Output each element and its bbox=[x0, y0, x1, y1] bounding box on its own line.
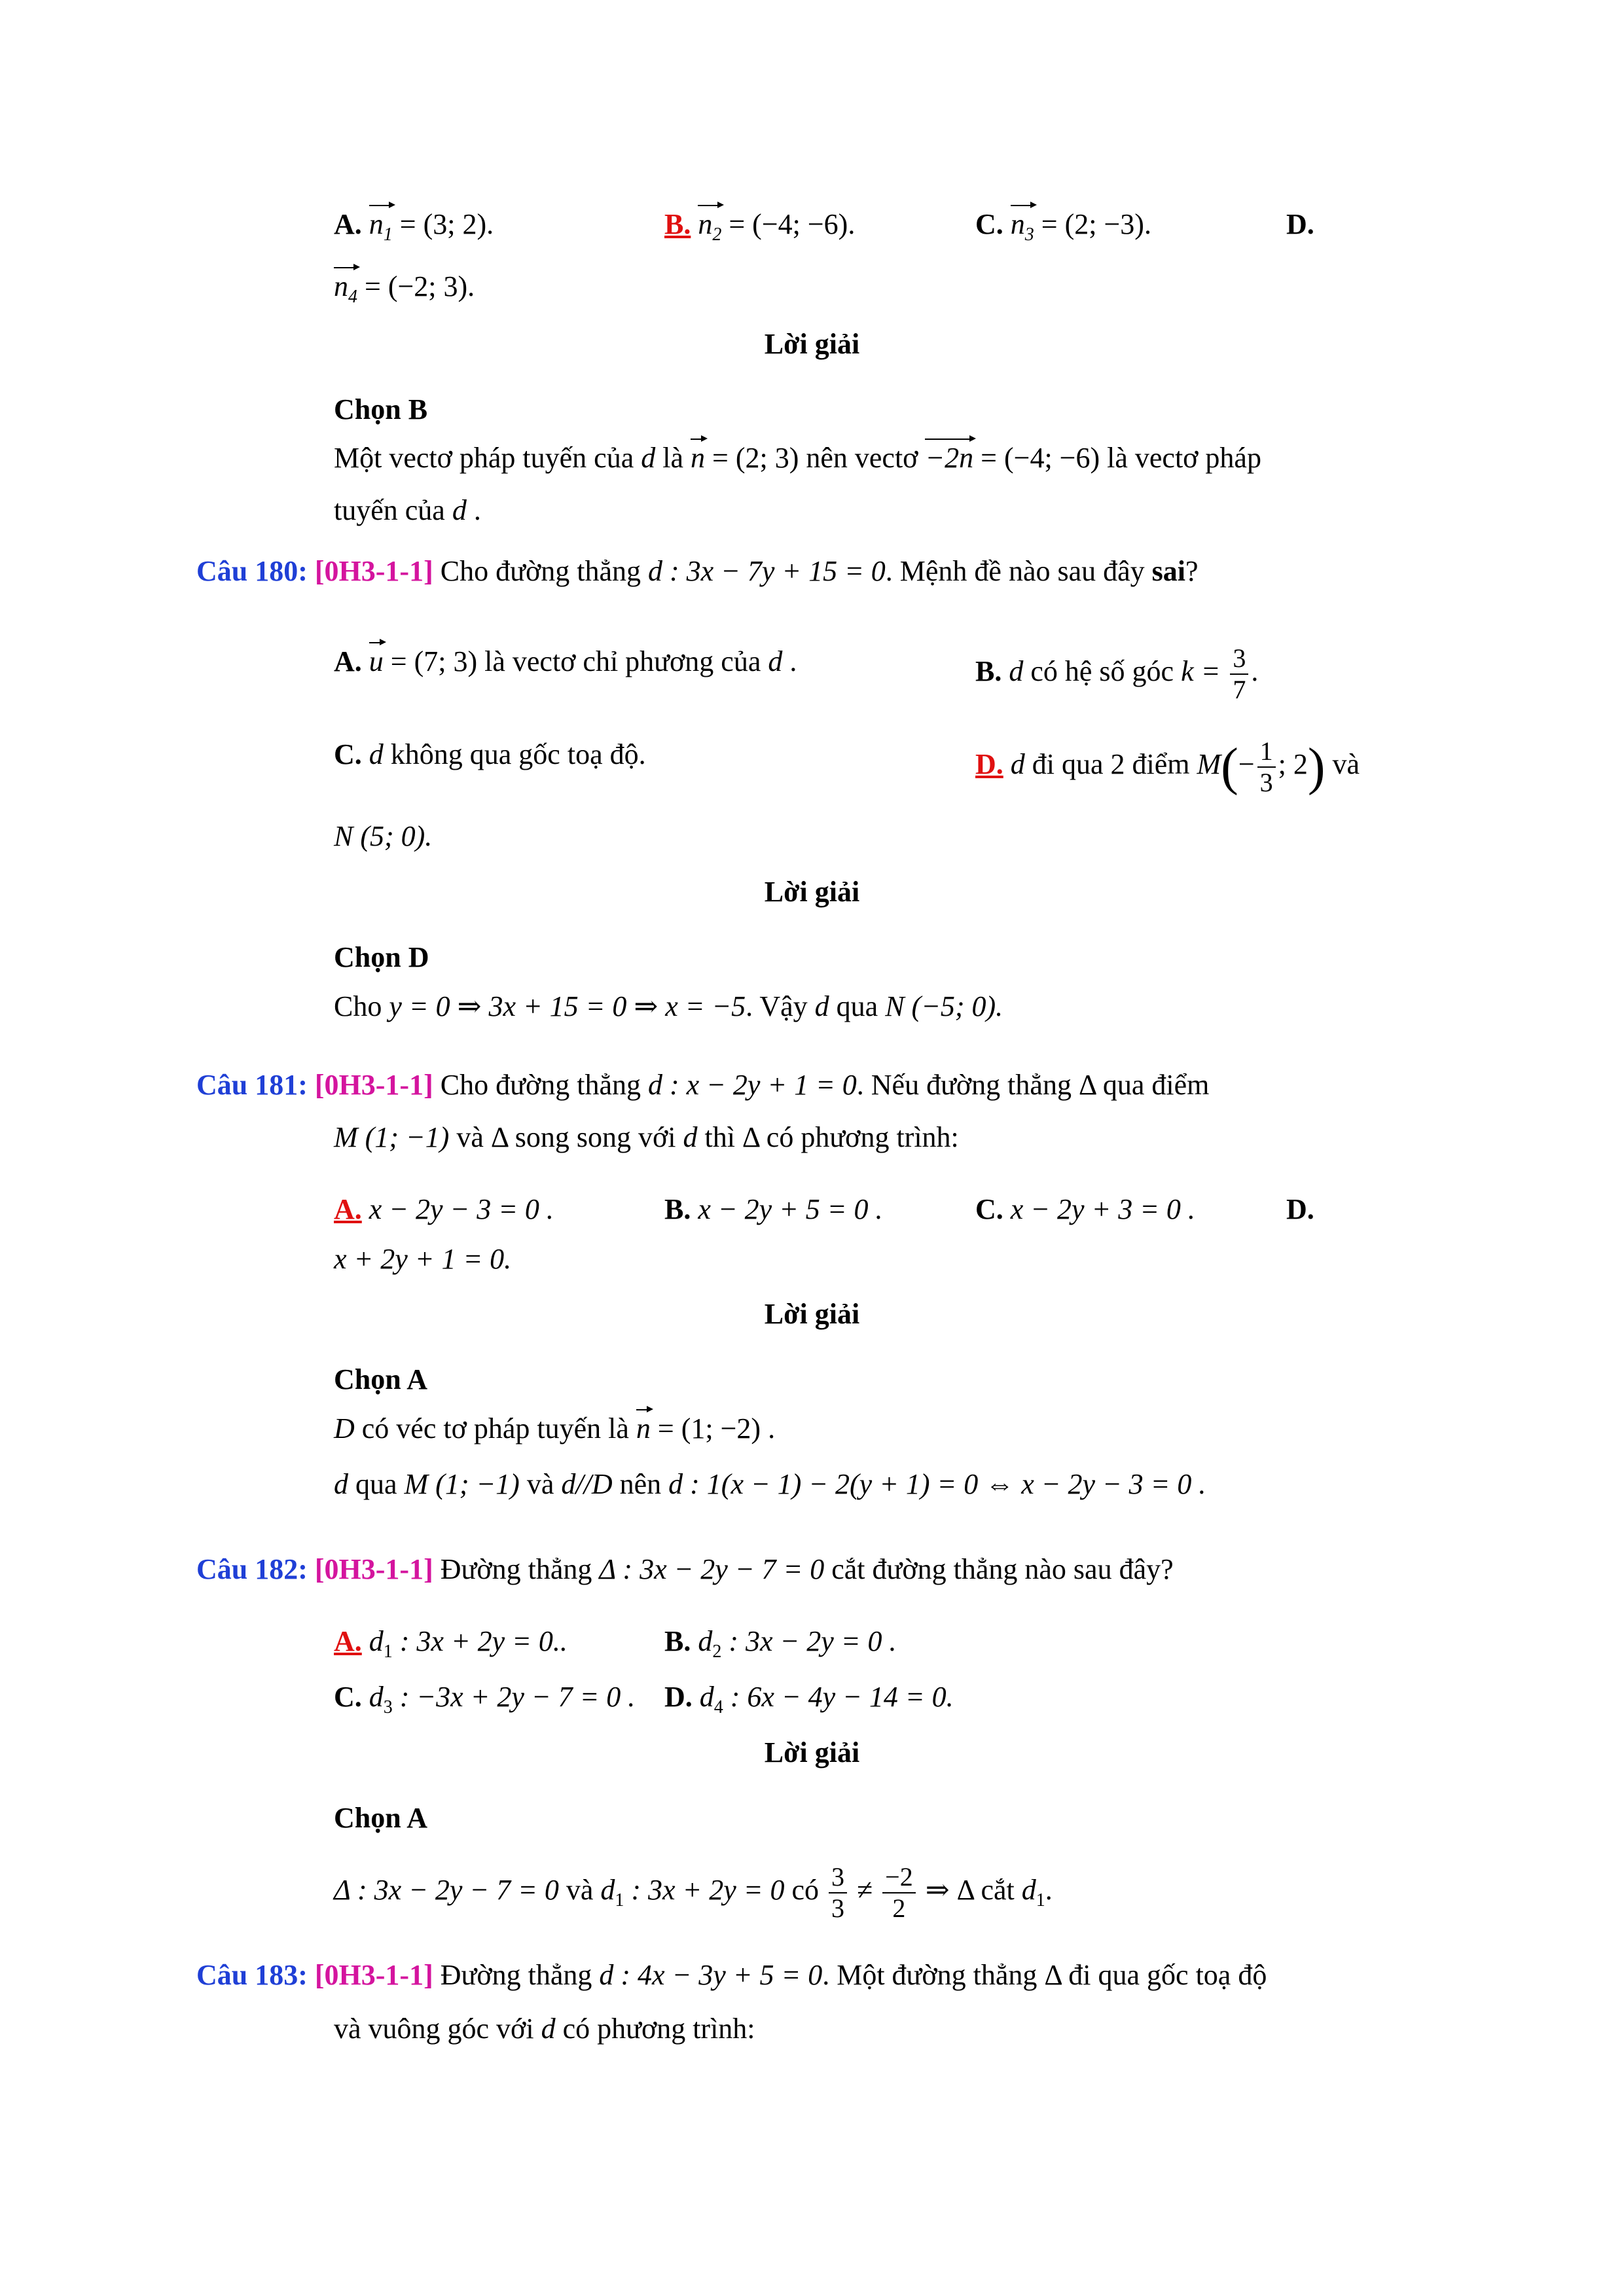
prev-option-a-math: = (3; 2). bbox=[399, 208, 494, 240]
prev-option-c bbox=[975, 206, 1151, 253]
question-180-stem: Câu 180: [0H3-1-1] Cho đường thẳng d : 3x − 7y + 15 = 0. Mệnh đề nào sau đây sai? bbox=[196, 555, 1199, 587]
question-180-solution-title: Lời giải bbox=[764, 876, 860, 908]
prev-option-b bbox=[664, 206, 855, 253]
prev-option-a-label: A. bbox=[334, 208, 362, 240]
prev-choose: Chọn B bbox=[334, 393, 428, 425]
question-181-stem-line1: Câu 181: [0H3-1-1] Cho đường thẳng d : x − 2y + 1 = 0. Nếu đường thẳng Δ qua điểm bbox=[196, 1069, 1210, 1101]
question-180-option-d-point-n: N (5; 0). bbox=[334, 820, 433, 852]
vector-n2: $n_2$ bbox=[698, 206, 721, 253]
question-182-stem: Câu 182: [0H3-1-1] Đường thẳng Δ : 3x − 2y − 7 = 0 cắt đường thẳng nào sau đây? bbox=[196, 1553, 1174, 1585]
vector-minus-2n: −2n bbox=[925, 440, 973, 476]
question-183-code: [0H3-1-1] bbox=[314, 1959, 433, 1991]
prev-solution-title: Lời giải bbox=[764, 328, 860, 360]
question-180-option-b: B. d có hệ số góc k = $\frac{3}{7}$ . bbox=[975, 643, 1259, 704]
question-182-code: [0H3-1-1] bbox=[314, 1553, 433, 1585]
question-183-stem-line2: và vuông góc với d có phương trình: bbox=[334, 2013, 755, 2045]
question-181-option-a: A. x − 2y − 3 = 0 . bbox=[334, 1193, 554, 1225]
question-181-choose: Chọn A bbox=[334, 1363, 428, 1395]
vector-n3: $n_3$ bbox=[1011, 206, 1034, 253]
question-181-option-c: C. x − 2y + 3 = 0 . bbox=[975, 1193, 1195, 1225]
question-181-code: [0H3-1-1] bbox=[314, 1069, 433, 1101]
slope-fraction: $\frac{3}{7}$ bbox=[1230, 643, 1248, 705]
question-180-option-c: C. d không qua gốc toạ độ. bbox=[334, 738, 646, 770]
vector-n-181: n bbox=[636, 1410, 651, 1447]
question-181-option-d-label: D. bbox=[1286, 1193, 1314, 1225]
question-182-explanation: Δ : 3x − 2y − 7 = 0 và $d_1$ : 3x + 2y = 0 có $\frac{3}{3}$ ≠ $\frac{-2}{2}$ ⇒ Δ cắt $d_1$. bbox=[334, 1862, 1053, 1923]
question-181-stem-line2: M (1; −1) và Δ song song với d thì Δ có phương trình: bbox=[334, 1121, 959, 1153]
ratio-fraction-1: $\frac{3}{3}$ bbox=[829, 1862, 847, 1924]
question-181-number: Câu 181: bbox=[196, 1069, 308, 1101]
question-182-number: Câu 182: bbox=[196, 1553, 308, 1585]
question-183-stem-line1: Câu 183: [0H3-1-1] Đường thẳng d : 4x − 3y + 5 = 0. Một đường thẳng Δ đi qua gốc toạ độ bbox=[196, 1959, 1267, 1991]
prev-option-d-math: = (−2; 3). bbox=[365, 270, 475, 302]
vector-n4: $n_4$ bbox=[334, 268, 357, 315]
question-182-solution-title: Lời giải bbox=[764, 1736, 860, 1768]
question-183-number: Câu 183: bbox=[196, 1959, 308, 1991]
question-182-choose: Chọn A bbox=[334, 1802, 428, 1834]
question-181-explanation-line1: D có véc tơ pháp tuyến là n = (1; −2) . bbox=[334, 1410, 775, 1447]
question-182-option-c: C. $d_3$ : −3x + 2y − 7 = 0 . bbox=[334, 1681, 636, 1717]
question-180-option-a: A. u = (7; 3) là vectơ chỉ phương của d . bbox=[334, 643, 797, 680]
question-181-solution-title: Lời giải bbox=[764, 1298, 860, 1330]
question-180-code: [0H3-1-1] bbox=[314, 555, 433, 587]
prev-explanation-line2: tuyến của d . bbox=[334, 494, 481, 526]
question-182-option-a: A. $d_1$ : 3x + 2y = 0.. bbox=[334, 1625, 568, 1662]
question-180-number: Câu 180: bbox=[196, 555, 308, 587]
question-182-option-b: B. $d_2$ : 3x − 2y = 0 . bbox=[664, 1625, 897, 1662]
prev-option-b-label: B. bbox=[664, 208, 691, 240]
ratio-fraction-2: $\frac{-2}{2}$ bbox=[882, 1862, 916, 1924]
vector-n: n bbox=[691, 440, 705, 476]
vector-n1: $n_1$ bbox=[369, 206, 393, 253]
prev-option-d-label: D. bbox=[1286, 208, 1314, 240]
prev-option-d bbox=[1286, 206, 1314, 243]
prev-explanation-line1: Một vectơ pháp tuyến của d là n = (2; 3) nên vectơ −2n = (−4; −6) là vectơ pháp bbox=[334, 440, 1261, 476]
question-181-explanation-line2: d qua M (1; −1) và d//D nên d : 1(x − 1) − 2(y + 1) = 0 ⇔ x − 2y − 3 = 0 . bbox=[334, 1468, 1206, 1500]
prev-option-b-math: = (−4; −6). bbox=[729, 208, 856, 240]
vector-u: u bbox=[369, 643, 384, 680]
question-180-choose: Chọn D bbox=[334, 941, 429, 973]
question-181-option-d-value: x + 2y + 1 = 0. bbox=[334, 1243, 512, 1275]
prev-option-d-value bbox=[334, 268, 475, 315]
question-181-option-b: B. x − 2y + 5 = 0 . bbox=[664, 1193, 883, 1225]
prev-options-line bbox=[334, 206, 494, 253]
question-180-option-d: D. d đi qua 2 điểm M(− $\frac{1}{3}$ ; 2) và bbox=[975, 736, 1360, 797]
prev-option-c-label: C. bbox=[975, 208, 1003, 240]
question-182-option-d: D. $d_4$ : 6x − 4y − 14 = 0. bbox=[664, 1681, 954, 1717]
prev-option-c-math: = (2; −3). bbox=[1041, 208, 1151, 240]
question-180-explanation: Cho y = 0 ⇒ 3x + 15 = 0 ⇒ x = −5. Vậy d qua N (−5; 0). bbox=[334, 990, 1003, 1022]
point-m-fraction: $\frac{1}{3}$ bbox=[1257, 736, 1276, 798]
